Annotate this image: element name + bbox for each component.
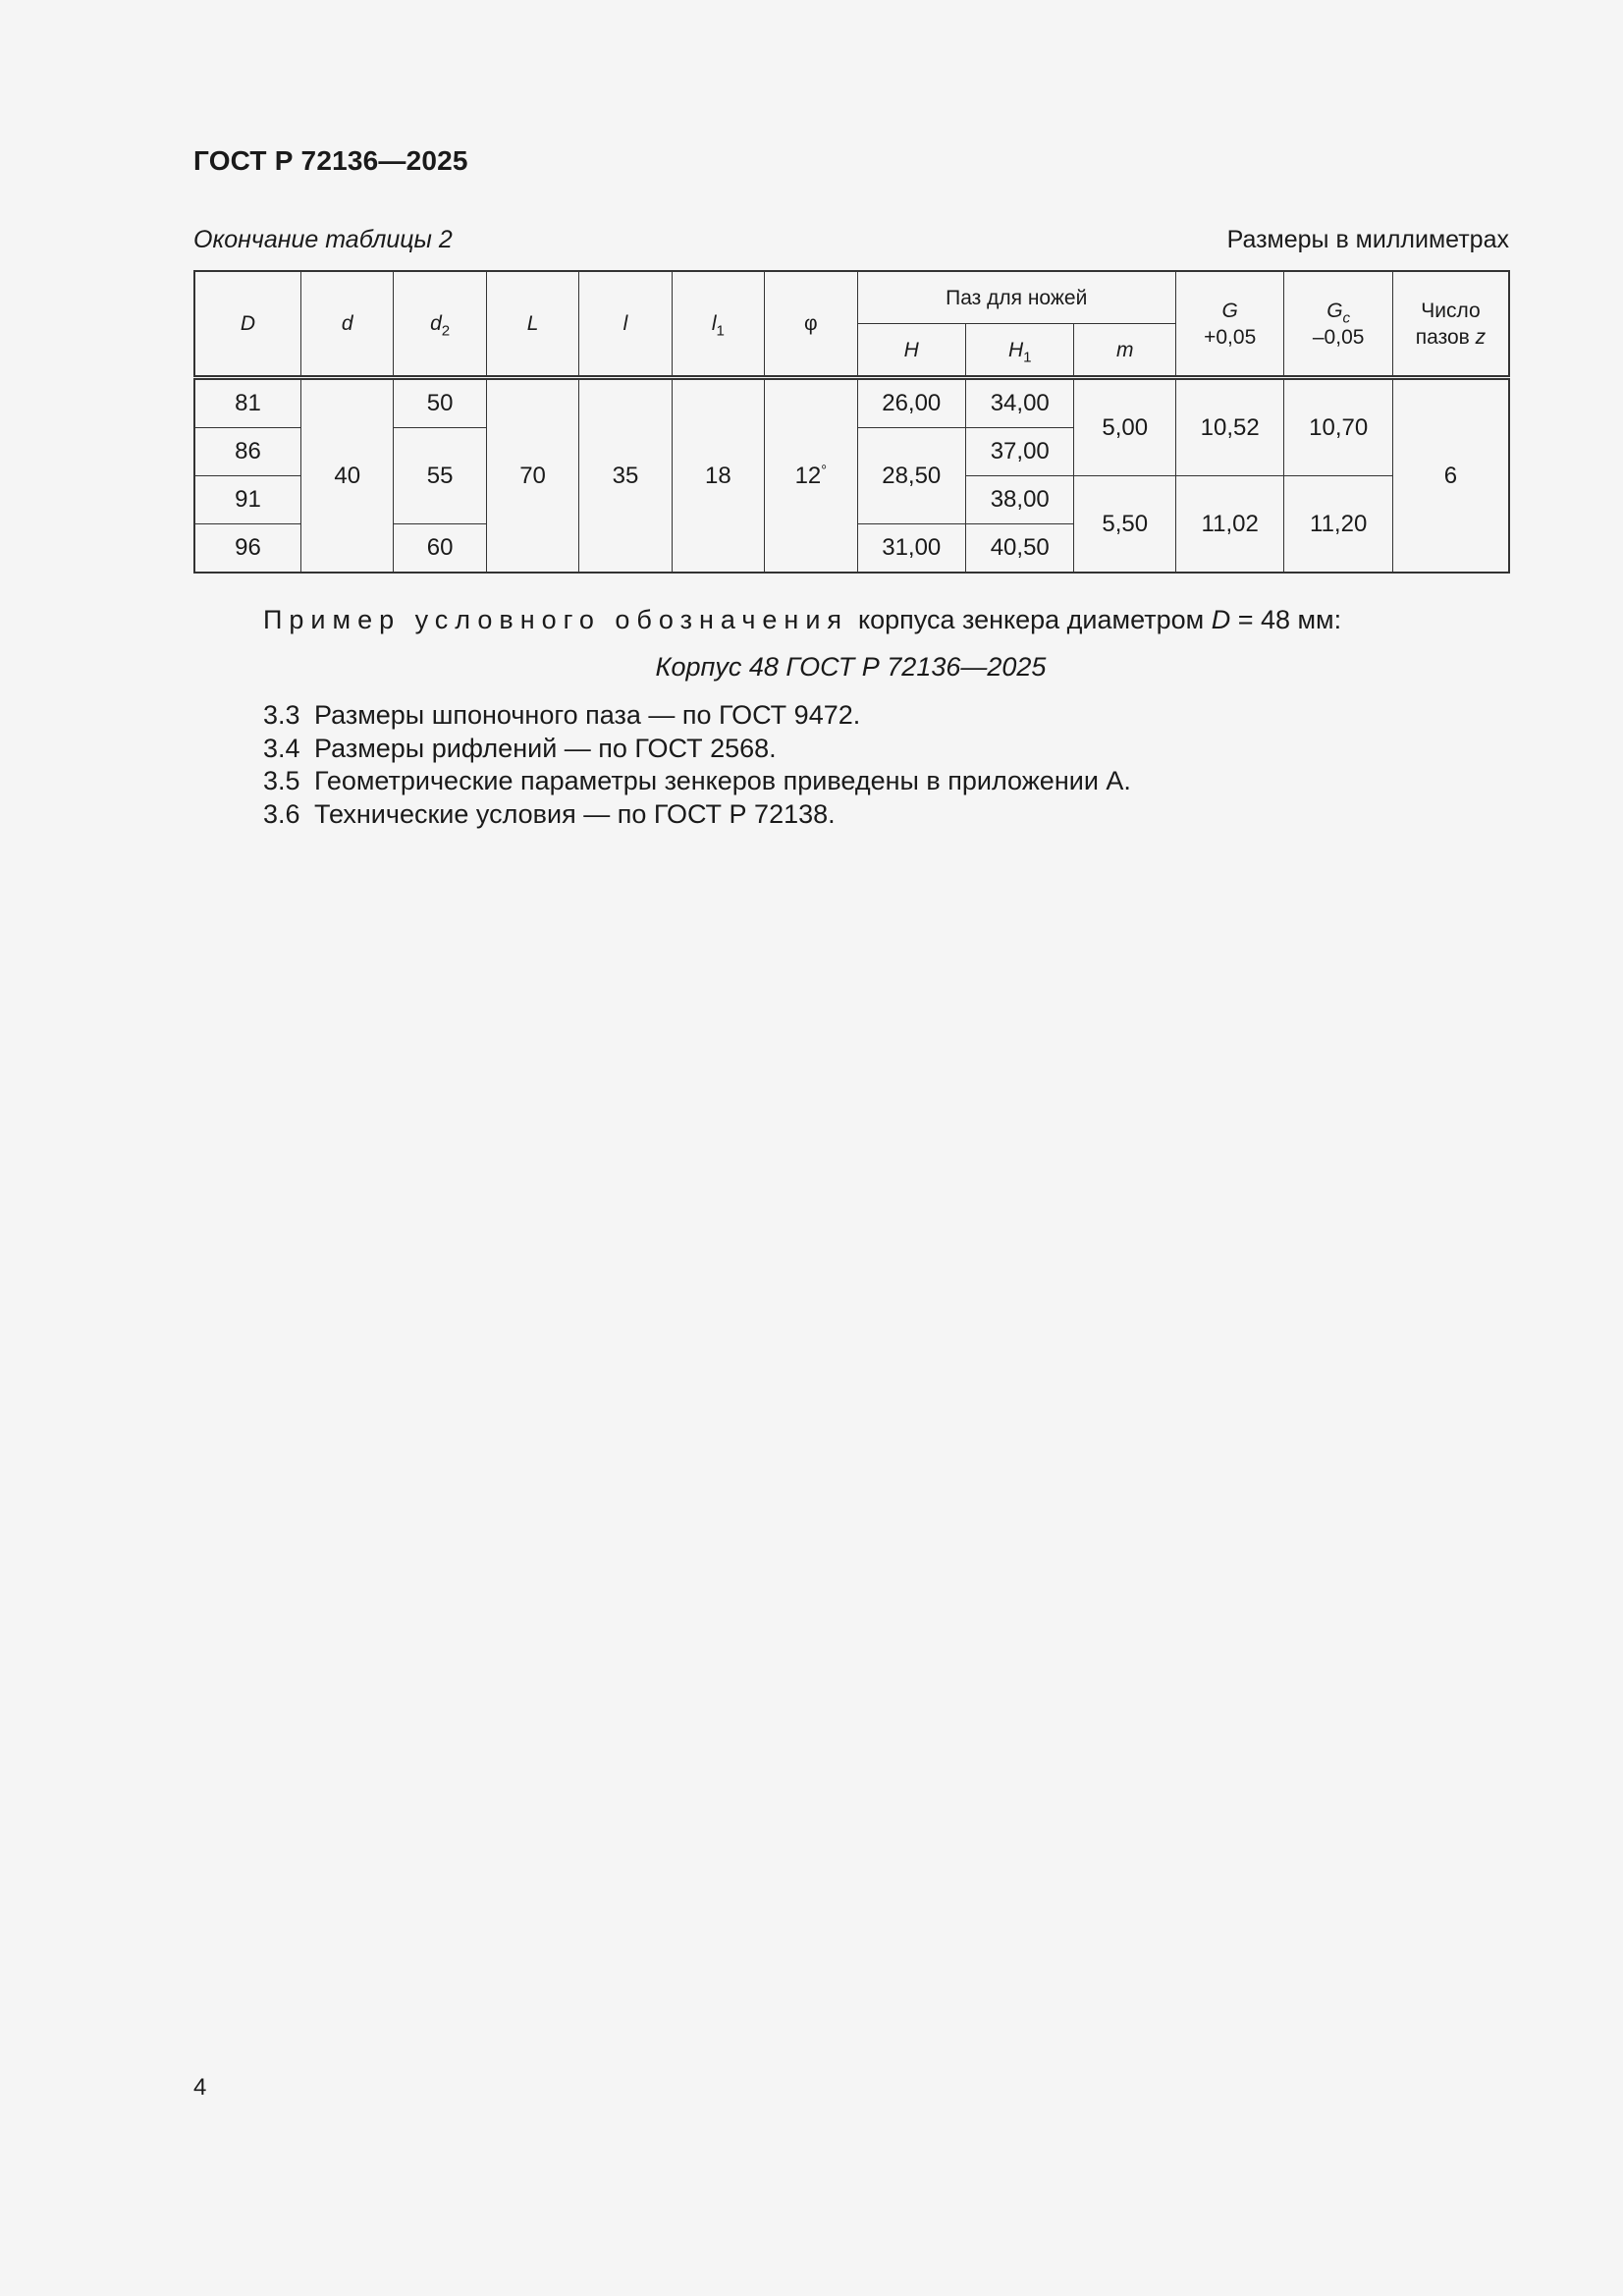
header-l: l xyxy=(579,271,672,378)
table-continuation-caption: Окончание таблицы 2 xyxy=(193,226,453,253)
cell-D: 86 xyxy=(194,428,300,476)
cell-m: 5,50 xyxy=(1074,476,1175,574)
cell-D: 81 xyxy=(194,378,300,428)
document-title: ГОСТ Р 72136—2025 xyxy=(193,145,468,176)
header-slot-count: Число пазов z xyxy=(1392,271,1509,378)
cell-d: 40 xyxy=(300,378,393,574)
cell-H: 28,50 xyxy=(857,428,965,524)
header-L: L xyxy=(486,271,578,378)
cell-Gc: 11,20 xyxy=(1284,476,1392,574)
header-G: G +0,05 xyxy=(1175,271,1283,378)
cell-l1: 18 xyxy=(672,378,764,574)
cell-H1: 37,00 xyxy=(966,428,1074,476)
example-spaced-label: Пример условного обозначения xyxy=(263,605,849,634)
cell-d2: 60 xyxy=(394,524,486,574)
header-m: m xyxy=(1074,324,1175,378)
clause-3-4: 3.4 Размеры рифлений — по ГОСТ 2568. xyxy=(263,733,777,763)
header-group-knife-slot: Паз для ножей xyxy=(857,271,1175,324)
header-phi: φ xyxy=(765,271,857,378)
header-D: D xyxy=(194,271,300,378)
header-d: d xyxy=(300,271,393,378)
cell-H1: 40,50 xyxy=(966,524,1074,574)
cell-D: 96 xyxy=(194,524,300,574)
cell-H1: 38,00 xyxy=(966,476,1074,524)
table-units-caption: Размеры в миллиметрах xyxy=(1226,226,1509,253)
example-designation: Корпус 48 ГОСТ Р 72136—2025 xyxy=(655,652,1047,682)
cell-Gc: 10,70 xyxy=(1284,378,1392,476)
dimensions-table-container xyxy=(193,270,1510,574)
cell-phi: 12° xyxy=(765,378,857,574)
cell-G: 10,52 xyxy=(1175,378,1283,476)
page-number: 4 xyxy=(193,2074,207,2101)
header-d2: $d_2$ xyxy=(394,271,486,378)
cell-G: 11,02 xyxy=(1175,476,1283,574)
cell-m: 5,00 xyxy=(1074,378,1175,476)
cell-z: 6 xyxy=(1392,378,1509,574)
header-H1: $H_1$ xyxy=(966,324,1074,378)
cell-l: 35 xyxy=(579,378,672,574)
example-designation-intro: Пример условного обозначения корпуса зенкера диаметром D = 48 мм: xyxy=(263,605,1342,634)
cell-d2: 55 xyxy=(394,428,486,524)
dimensions-table xyxy=(193,270,1510,574)
cell-D: 91 xyxy=(194,476,300,524)
cell-H: 31,00 xyxy=(857,524,965,574)
cell-L: 70 xyxy=(486,378,578,574)
clause-3-3: 3.3 Размеры шпоночного паза — по ГОСТ 9472. xyxy=(263,700,861,730)
cell-H1: 34,00 xyxy=(966,378,1074,428)
header-l1: $l_1$ xyxy=(672,271,764,378)
clause-3-5: 3.5 Геометрические параметры зенкеров приведены в приложении А. xyxy=(263,766,1131,795)
clauses-list xyxy=(263,699,1131,831)
clause-3-6: 3.6 Технические условия — по ГОСТ Р 72138. xyxy=(263,798,836,829)
table-row xyxy=(194,378,1509,428)
header-Gc: $G_c$ –0,05 xyxy=(1284,271,1392,378)
cell-H: 26,00 xyxy=(857,378,965,428)
header-H: H xyxy=(857,324,965,378)
cell-d2: 50 xyxy=(394,378,486,428)
